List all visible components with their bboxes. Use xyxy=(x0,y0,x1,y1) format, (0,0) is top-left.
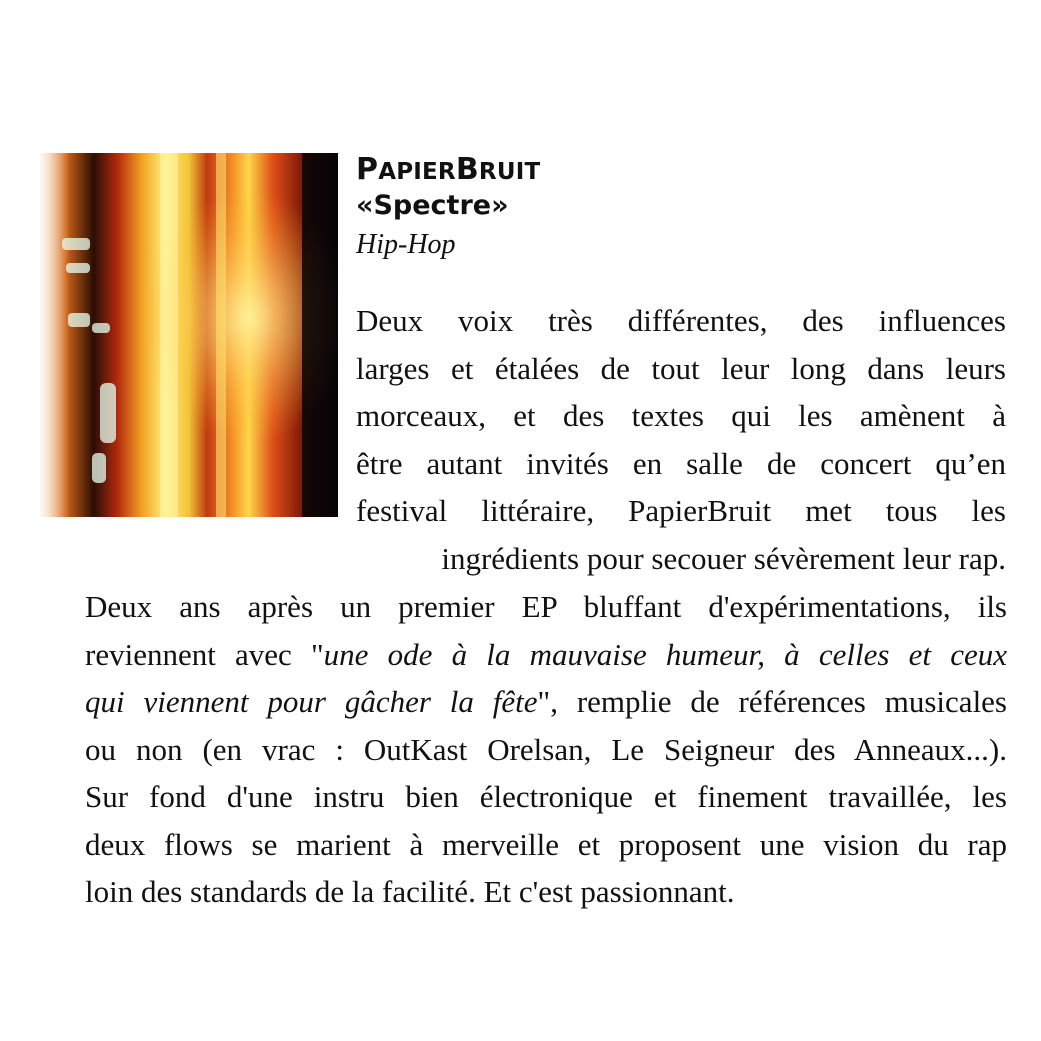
artist-initial-1: P xyxy=(356,152,379,187)
quote-segment: qui viennent pour gâcher la fête xyxy=(85,684,538,719)
genre-label: Hip-Hop xyxy=(356,228,456,260)
artist-rest-1: APIER xyxy=(378,159,456,185)
lead-line: Deux voix très différentes, des influences xyxy=(356,303,1006,338)
artist-name xyxy=(356,153,1006,188)
album-cover-image xyxy=(40,153,338,517)
lead-line: être autant invités en salle de concert qu’en xyxy=(356,445,1006,481)
body-line: Sur fond d'une instru bien électronique et finement travaillée, les xyxy=(85,779,1007,814)
artist-rest-2: RUIT xyxy=(478,159,541,185)
body-text-segment: reviennent avec " xyxy=(85,636,324,672)
album-title: «Spectre» xyxy=(356,189,509,221)
review-lead-paragraph xyxy=(356,297,1006,582)
artist-initial-2: B xyxy=(455,152,479,187)
quote-segment: une ode à la mauvaise humeur, à celles et ceux xyxy=(323,636,1007,672)
body-line: Deux ans après un premier EP bluffant d'expérimentations, ils xyxy=(85,589,1007,624)
lead-line: larges et étalées de tout leur long dans leurs xyxy=(356,350,1006,386)
review-header xyxy=(356,153,1006,261)
lead-line: festival littéraire, PapierBruit met tous les xyxy=(356,493,1006,528)
album-cover-art xyxy=(40,153,338,517)
body-line: ou non (en vrac : OutKast Orelsan, Le Seigneur des Anneaux...). xyxy=(85,731,1007,767)
body-line: deux flows se marient à merveille et proposent une vision du rap xyxy=(85,826,1007,862)
body-line xyxy=(85,678,1007,726)
body-text-segment: ", remplie de références musicales xyxy=(537,684,1007,719)
body-line xyxy=(85,631,1007,679)
review-body-paragraph xyxy=(85,583,1007,916)
lead-line: ingrédients pour secouer sévèrement leur rap. xyxy=(441,540,1006,576)
lead-line: morceaux, et des textes qui les amènent à xyxy=(356,398,1006,433)
body-line: loin des standards de la facilité. Et c'est passionnant. xyxy=(85,874,735,909)
